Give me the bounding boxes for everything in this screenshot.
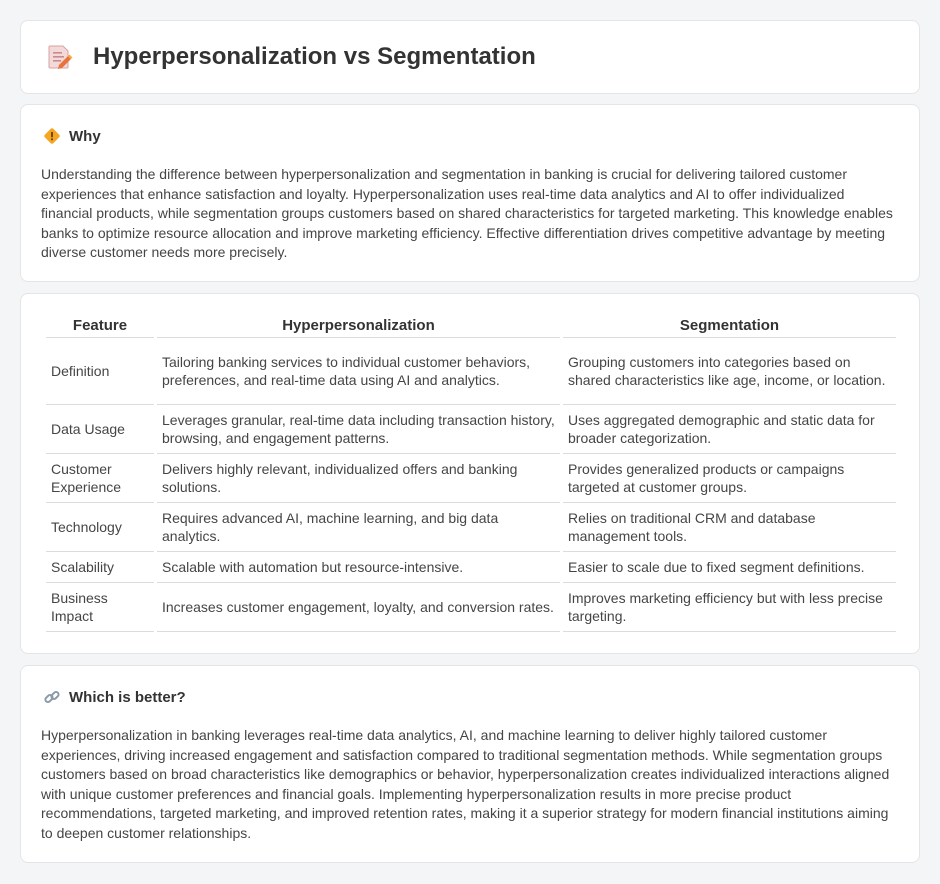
segmentation-cell: Relies on traditional CRM and database management tools. bbox=[563, 503, 896, 552]
why-title: Why bbox=[69, 127, 101, 145]
hyperpersonalization-cell: Scalable with automation but resource-intensive. bbox=[157, 552, 560, 583]
header-hyperpersonalization: Hyperpersonalization bbox=[157, 316, 560, 338]
hyperpersonalization-cell: Requires advanced AI, machine learning, and big data analytics. bbox=[157, 503, 560, 552]
page-title: Hyperpersonalization vs Segmentation bbox=[93, 43, 536, 70]
better-text: Hyperpersonalization in banking leverages real-time data analytics, AI, and machine learning to deliver highly tailored customer experiences, driving increased engagement and satisfaction compared to traditional segmentation methods. While segmentation groups customers based on broad characteristics like demographics or behavior, hyperpersonalization creates individualized interactions aligned with unique customer preferences and financial goals. Implementing hyperpersonalization results in more precise product recommendations, targeted marketing, and improved retention rates, making it a superior strategy for modern financial institutions aiming to deepen customer relationships. bbox=[41, 727, 890, 841]
feature-cell: Definition bbox=[46, 338, 154, 405]
better-heading bbox=[43, 688, 186, 706]
header-segmentation: Segmentation bbox=[563, 316, 896, 338]
feature-cell: Data Usage bbox=[46, 405, 154, 454]
table-row bbox=[46, 552, 896, 583]
segmentation-cell: Uses aggregated demographic and static data for broader categorization. bbox=[563, 405, 896, 454]
hyperpersonalization-cell: Increases customer engagement, loyalty, and conversion rates. bbox=[157, 583, 560, 632]
better-title: Which is better? bbox=[69, 688, 186, 706]
comparison-section bbox=[20, 293, 920, 654]
table-row bbox=[46, 454, 896, 503]
segmentation-cell: Improves marketing efficiency but with less precise targeting. bbox=[563, 583, 896, 632]
why-section bbox=[20, 104, 920, 282]
table-row bbox=[46, 338, 896, 405]
segmentation-cell: Provides generalized products or campaigns targeted at customer groups. bbox=[563, 454, 896, 503]
segmentation-cell: Easier to scale due to fixed segment definitions. bbox=[563, 552, 896, 583]
table-row bbox=[46, 405, 896, 454]
why-heading bbox=[43, 127, 101, 145]
diamond-warning-icon bbox=[43, 127, 61, 145]
feature-cell: Scalability bbox=[46, 552, 154, 583]
table-row bbox=[46, 583, 896, 632]
comparison-table bbox=[43, 316, 899, 632]
segmentation-cell: Grouping customers into categories based on shared characteristics like age, income, or location. bbox=[563, 338, 896, 405]
feature-cell: Technology bbox=[46, 503, 154, 552]
page-header bbox=[47, 43, 536, 71]
feature-cell: Customer Experience bbox=[46, 454, 154, 503]
which-is-better-section bbox=[20, 665, 920, 863]
hyperpersonalization-cell: Leverages granular, real-time data including transaction history, browsing, and engagement patterns. bbox=[157, 405, 560, 454]
hyperpersonalization-cell: Delivers highly relevant, individualized offers and banking solutions. bbox=[157, 454, 560, 503]
table-header-row bbox=[46, 316, 896, 338]
hyperpersonalization-cell: Tailoring banking services to individual customer behaviors, preferences, and real-time data using AI and analytics. bbox=[157, 338, 560, 405]
link-icon bbox=[43, 688, 61, 706]
table-row bbox=[46, 503, 896, 552]
header-feature: Feature bbox=[46, 316, 154, 338]
why-text: Understanding the difference between hyperpersonalization and segmentation in banking is crucial for delivering tailored customer experiences that enhance satisfaction and loyalty. Hyperpersonalization uses real-time data analytics and AI to offer individualized financial products, while segmentation groups customers based on shared characteristics for targeted marketing. This knowledge enables banks to optimize resource allocation and improve marketing efficiency. Effective differentiation drives competitive advantage by meeting diverse customer needs more precisely. bbox=[41, 166, 893, 260]
feature-cell: Business Impact bbox=[46, 583, 154, 632]
document-edit-icon bbox=[47, 43, 73, 71]
header-card bbox=[20, 20, 920, 94]
